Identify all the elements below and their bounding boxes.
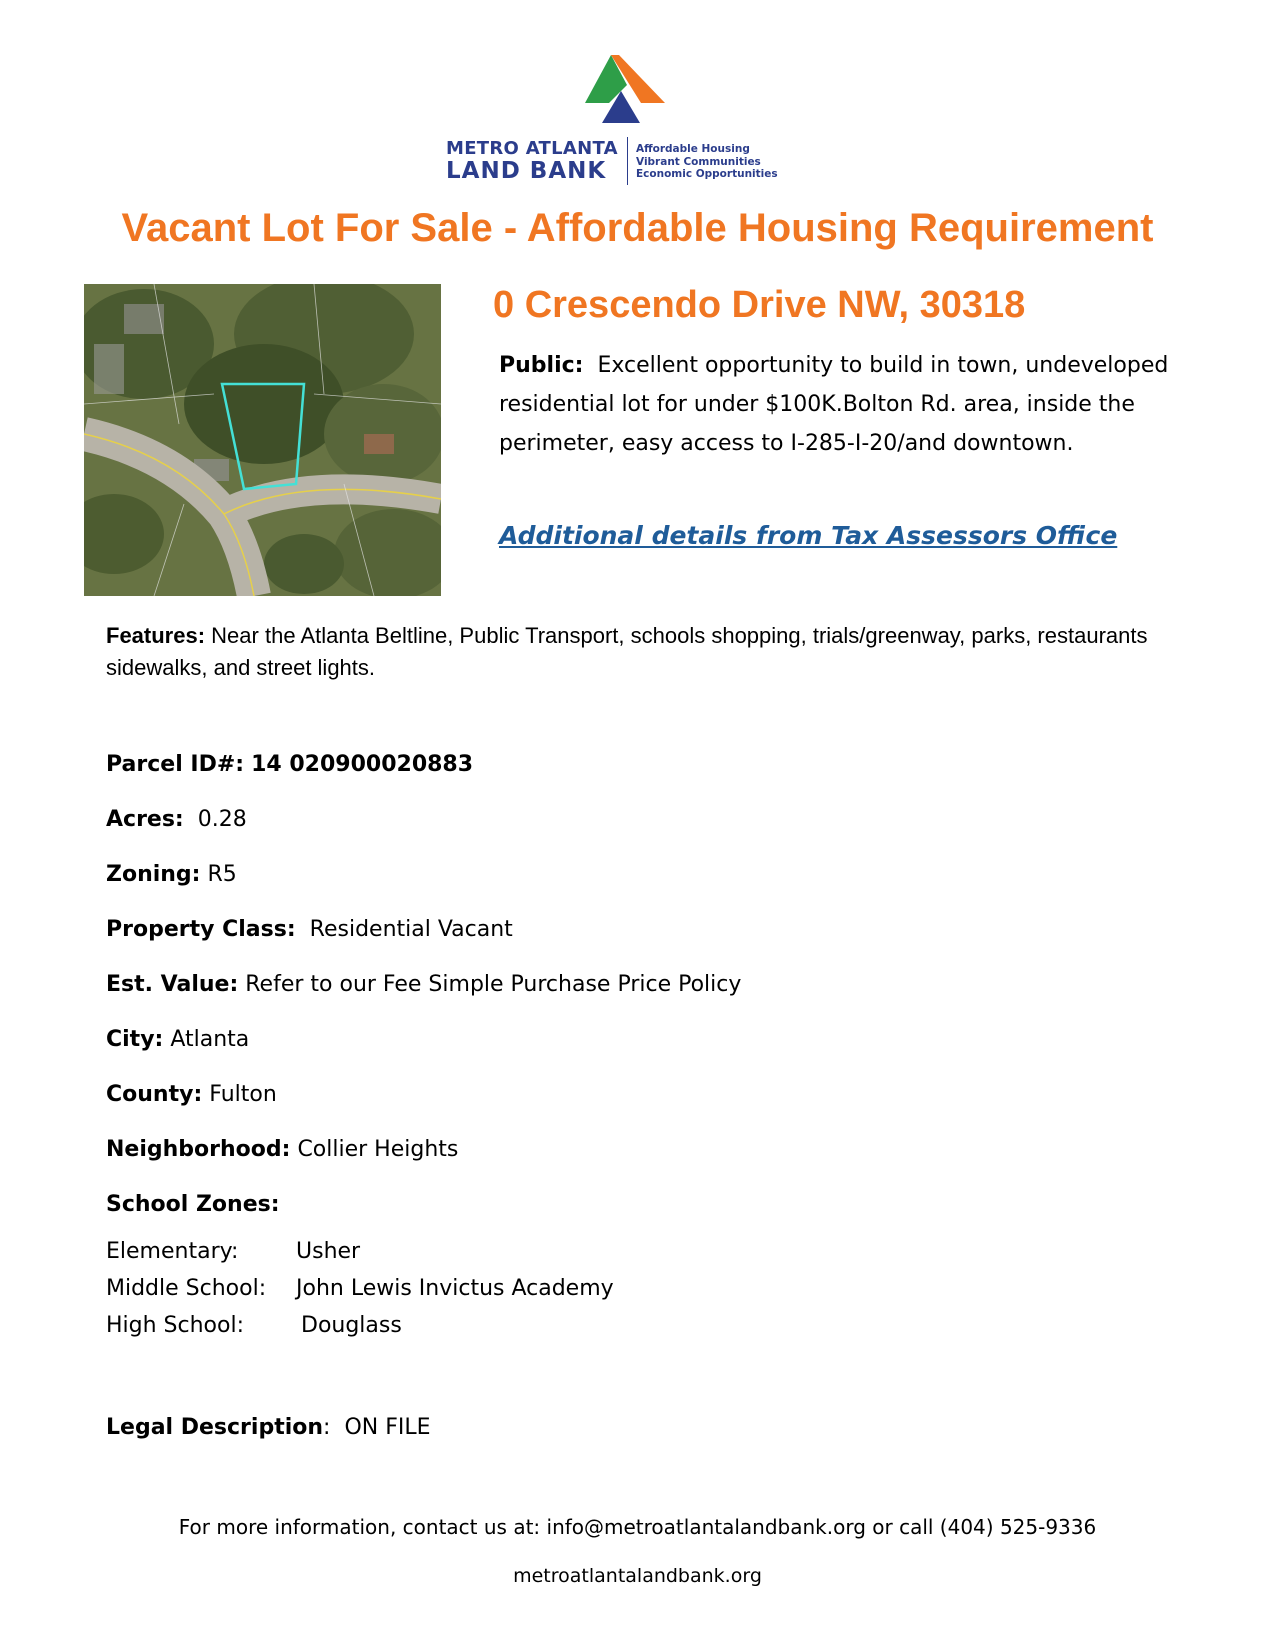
- legal-description-value: ON FILE: [344, 1415, 431, 1440]
- acres-field: [106, 804, 247, 836]
- features-label: Features:: [106, 623, 206, 648]
- school-row-elementary: [106, 1236, 360, 1268]
- footer-website: metroatlantalandbank.org: [513, 1565, 762, 1587]
- city-value: Atlanta: [170, 1027, 250, 1052]
- school-zones-label: School Zones:: [106, 1192, 280, 1217]
- city-label: City:: [106, 1027, 164, 1052]
- land-bank-logo-icon: [585, 55, 665, 123]
- brand-divider: [627, 137, 628, 185]
- brand-tagline: [636, 143, 778, 181]
- school-label: Middle School:: [106, 1276, 267, 1301]
- city-field: [106, 1024, 249, 1056]
- zoning-field: [106, 859, 237, 891]
- features-section: [106, 620, 1166, 684]
- zoning-label: Zoning:: [106, 862, 201, 887]
- brand-tagline-line: Vibrant Communities: [636, 155, 761, 168]
- county-label: County:: [106, 1082, 203, 1107]
- neighborhood-value: Collier Heights: [297, 1137, 459, 1162]
- zoning-value: R5: [207, 862, 237, 887]
- est-value-value: Refer to our Fee Simple Purchase Price Policy: [245, 972, 742, 997]
- school-label: High School:: [106, 1313, 245, 1338]
- neighborhood-field: [106, 1134, 458, 1166]
- public-description: [499, 346, 1199, 463]
- page-headline: Vacant Lot For Sale - Affordable Housing Requirement: [121, 206, 1154, 250]
- school-value: Douglass: [301, 1313, 402, 1338]
- est-value-label: Est. Value:: [106, 972, 239, 997]
- school-value: Usher: [296, 1239, 361, 1264]
- brand-tagline-line: Affordable Housing: [636, 143, 750, 155]
- brand-name: [446, 140, 626, 183]
- legal-description-field: Legal Description: ON FILE: [106, 1415, 431, 1440]
- county-field: [106, 1079, 277, 1111]
- acres-value: 0.28: [197, 807, 247, 832]
- school-row-middle: [106, 1273, 614, 1305]
- aerial-map-image: [84, 284, 441, 596]
- brand-tagline-line: Economic Opportunities: [636, 168, 778, 180]
- school-label: Elementary:: [106, 1239, 239, 1264]
- features-text: Near the Atlanta Beltline, Public Transport, schools shopping, trials/greenway, parks, restaurants sidewalks, and street lights.: [106, 623, 1148, 680]
- acres-label: Acres:: [106, 807, 184, 832]
- tax-assessor-link[interactable]: Additional details from Tax Assessors Office: [499, 521, 1118, 550]
- public-text: Excellent opportunity to build in town, undeveloped residential lot for under $100K.Bolton Rd. area, inside the perimeter, easy access to I-285-I-20/and downtown.: [499, 353, 1169, 456]
- public-label: Public:: [499, 353, 584, 378]
- property-class-value: Residential Vacant: [309, 917, 513, 942]
- property-class-label: Property Class:: [106, 917, 296, 942]
- legal-description-label: Legal Description: [106, 1415, 324, 1440]
- neighborhood-label: Neighborhood:: [106, 1137, 291, 1162]
- brand-name-line1: METRO ATLANTA: [446, 138, 618, 159]
- school-row-high: [106, 1310, 402, 1342]
- brand-name-line2: LAND BANK: [446, 158, 607, 184]
- county-value: Fulton: [209, 1082, 277, 1107]
- est-value-field: [106, 969, 741, 1001]
- school-zones-heading: [106, 1189, 280, 1221]
- footer-contact: For more information, contact us at: info@metroatlantalandbank.org or call (404) 525-9336: [178, 1515, 1097, 1539]
- property-class-field: [106, 914, 513, 946]
- parcel-id-value: 14 020900020883: [251, 752, 474, 777]
- parcel-id-label: Parcel ID#:: [106, 752, 245, 777]
- property-address: 0 Crescendo Drive NW, 30318: [493, 284, 1026, 326]
- school-value: John Lewis Invictus Academy: [296, 1276, 614, 1301]
- parcel-id-field: [106, 749, 473, 781]
